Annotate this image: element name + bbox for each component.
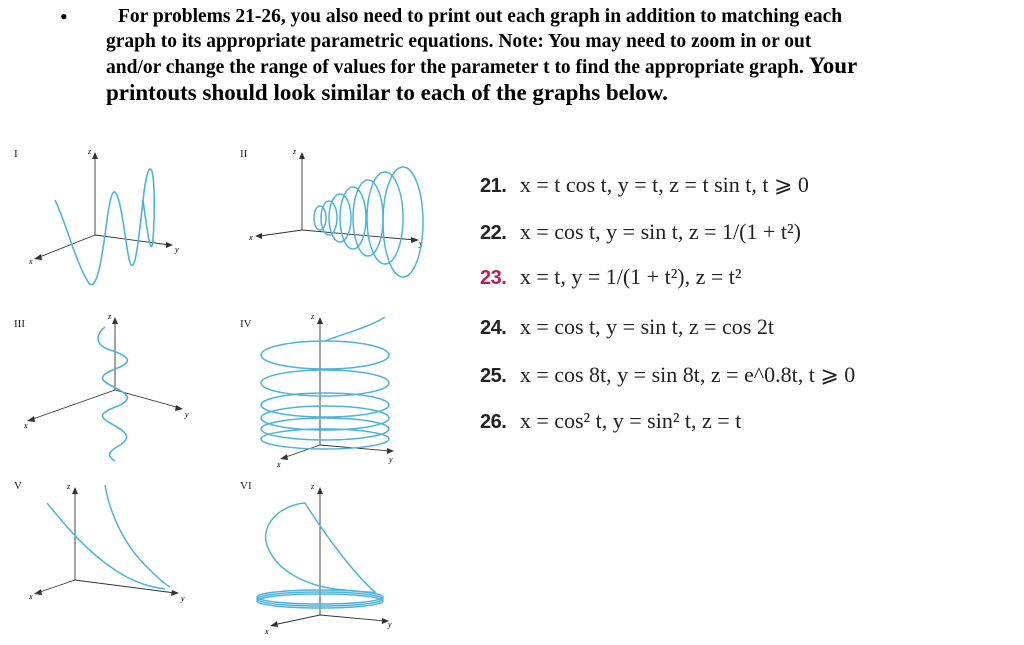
graph-i xyxy=(25,140,225,300)
instructions-line-3-big: Your xyxy=(808,53,858,78)
graph-v-x-label: x xyxy=(29,592,33,601)
instructions-paragraph xyxy=(106,5,1011,107)
graph-vi-x-label: x xyxy=(265,627,269,636)
problem-22 xyxy=(480,219,801,245)
problem-22-equation: x = cos t, y = sin t, z = 1/(1 + t²) xyxy=(519,219,801,244)
graph-v-y-label: y xyxy=(181,594,185,603)
problem-24-number: 24. xyxy=(480,317,507,339)
graph-v xyxy=(25,475,225,640)
problem-26-number: 26. xyxy=(480,411,507,433)
problem-22-number: 22. xyxy=(480,222,507,244)
problem-21-number: 21. xyxy=(480,175,507,197)
instructions-line-1: For problems 21-26, you also need to print out each graph in addition to matching each xyxy=(118,6,843,27)
graph-label-ii: II xyxy=(240,148,248,160)
graph-label-vi: VI xyxy=(240,480,252,492)
graph-vi-y-label: y xyxy=(388,620,392,629)
instructions-line-4: printouts should look similar to each of the graphs below. xyxy=(106,79,668,105)
graph-ii-y-label: y xyxy=(419,239,423,248)
problem-26-equation: x = cos² t, y = sin² t, z = t xyxy=(519,408,742,433)
problem-26 xyxy=(480,408,741,434)
problem-23 xyxy=(480,264,742,290)
problem-21 xyxy=(480,172,809,198)
graph-i-x-label: x xyxy=(29,257,33,266)
graph-label-iii: III xyxy=(14,318,25,330)
problem-24-equation: x = cos t, y = sin t, z = cos 2t xyxy=(519,314,774,339)
problem-23-number: 23. xyxy=(480,267,507,289)
graph-iii xyxy=(25,305,225,470)
problem-23-equation: x = t, y = 1/(1 + t²), z = t² xyxy=(519,264,742,289)
problem-25 xyxy=(480,362,855,388)
graph-vi-z-label: z xyxy=(311,482,315,491)
graph-label-iv: IV xyxy=(240,318,252,330)
instructions-line-2: graph to its appropriate parametric equations. Note: You may need to zoom in or out xyxy=(106,30,812,52)
problem-25-number: 25. xyxy=(480,365,507,387)
problem-24 xyxy=(480,314,774,340)
graph-iv-y-label: y xyxy=(389,455,393,464)
graph-label-v: V xyxy=(14,480,22,492)
graph-iii-x-label: x xyxy=(24,421,28,430)
problem-21-equation: x = t cos t, y = t, z = t sin t, t ⩾ 0 xyxy=(519,172,809,197)
graph-iii-y-label: y xyxy=(185,410,189,419)
graph-ii-x-label: x xyxy=(249,233,253,242)
graph-label-i: I xyxy=(14,148,18,160)
graph-vi xyxy=(245,475,455,640)
problem-25-equation: x = cos 8t, y = sin 8t, z = e^0.8t, t ⩾ 0 xyxy=(519,362,856,387)
graph-iv xyxy=(245,305,455,470)
graph-ii-z-label: z xyxy=(293,147,297,156)
graph-iii-z-label: z xyxy=(108,312,112,321)
graph-v-z-label: z xyxy=(67,482,71,491)
graph-i-z-label: z xyxy=(88,147,92,156)
instructions-line-3: and/or change the range of values for the parameter t to find the appropriate graph. xyxy=(106,57,804,78)
graph-iv-x-label: x xyxy=(277,460,281,469)
graph-ii xyxy=(245,140,445,300)
bullet-marker: • xyxy=(60,4,68,29)
graph-iv-z-label: z xyxy=(311,312,315,321)
graph-i-y-label: y xyxy=(175,245,179,254)
